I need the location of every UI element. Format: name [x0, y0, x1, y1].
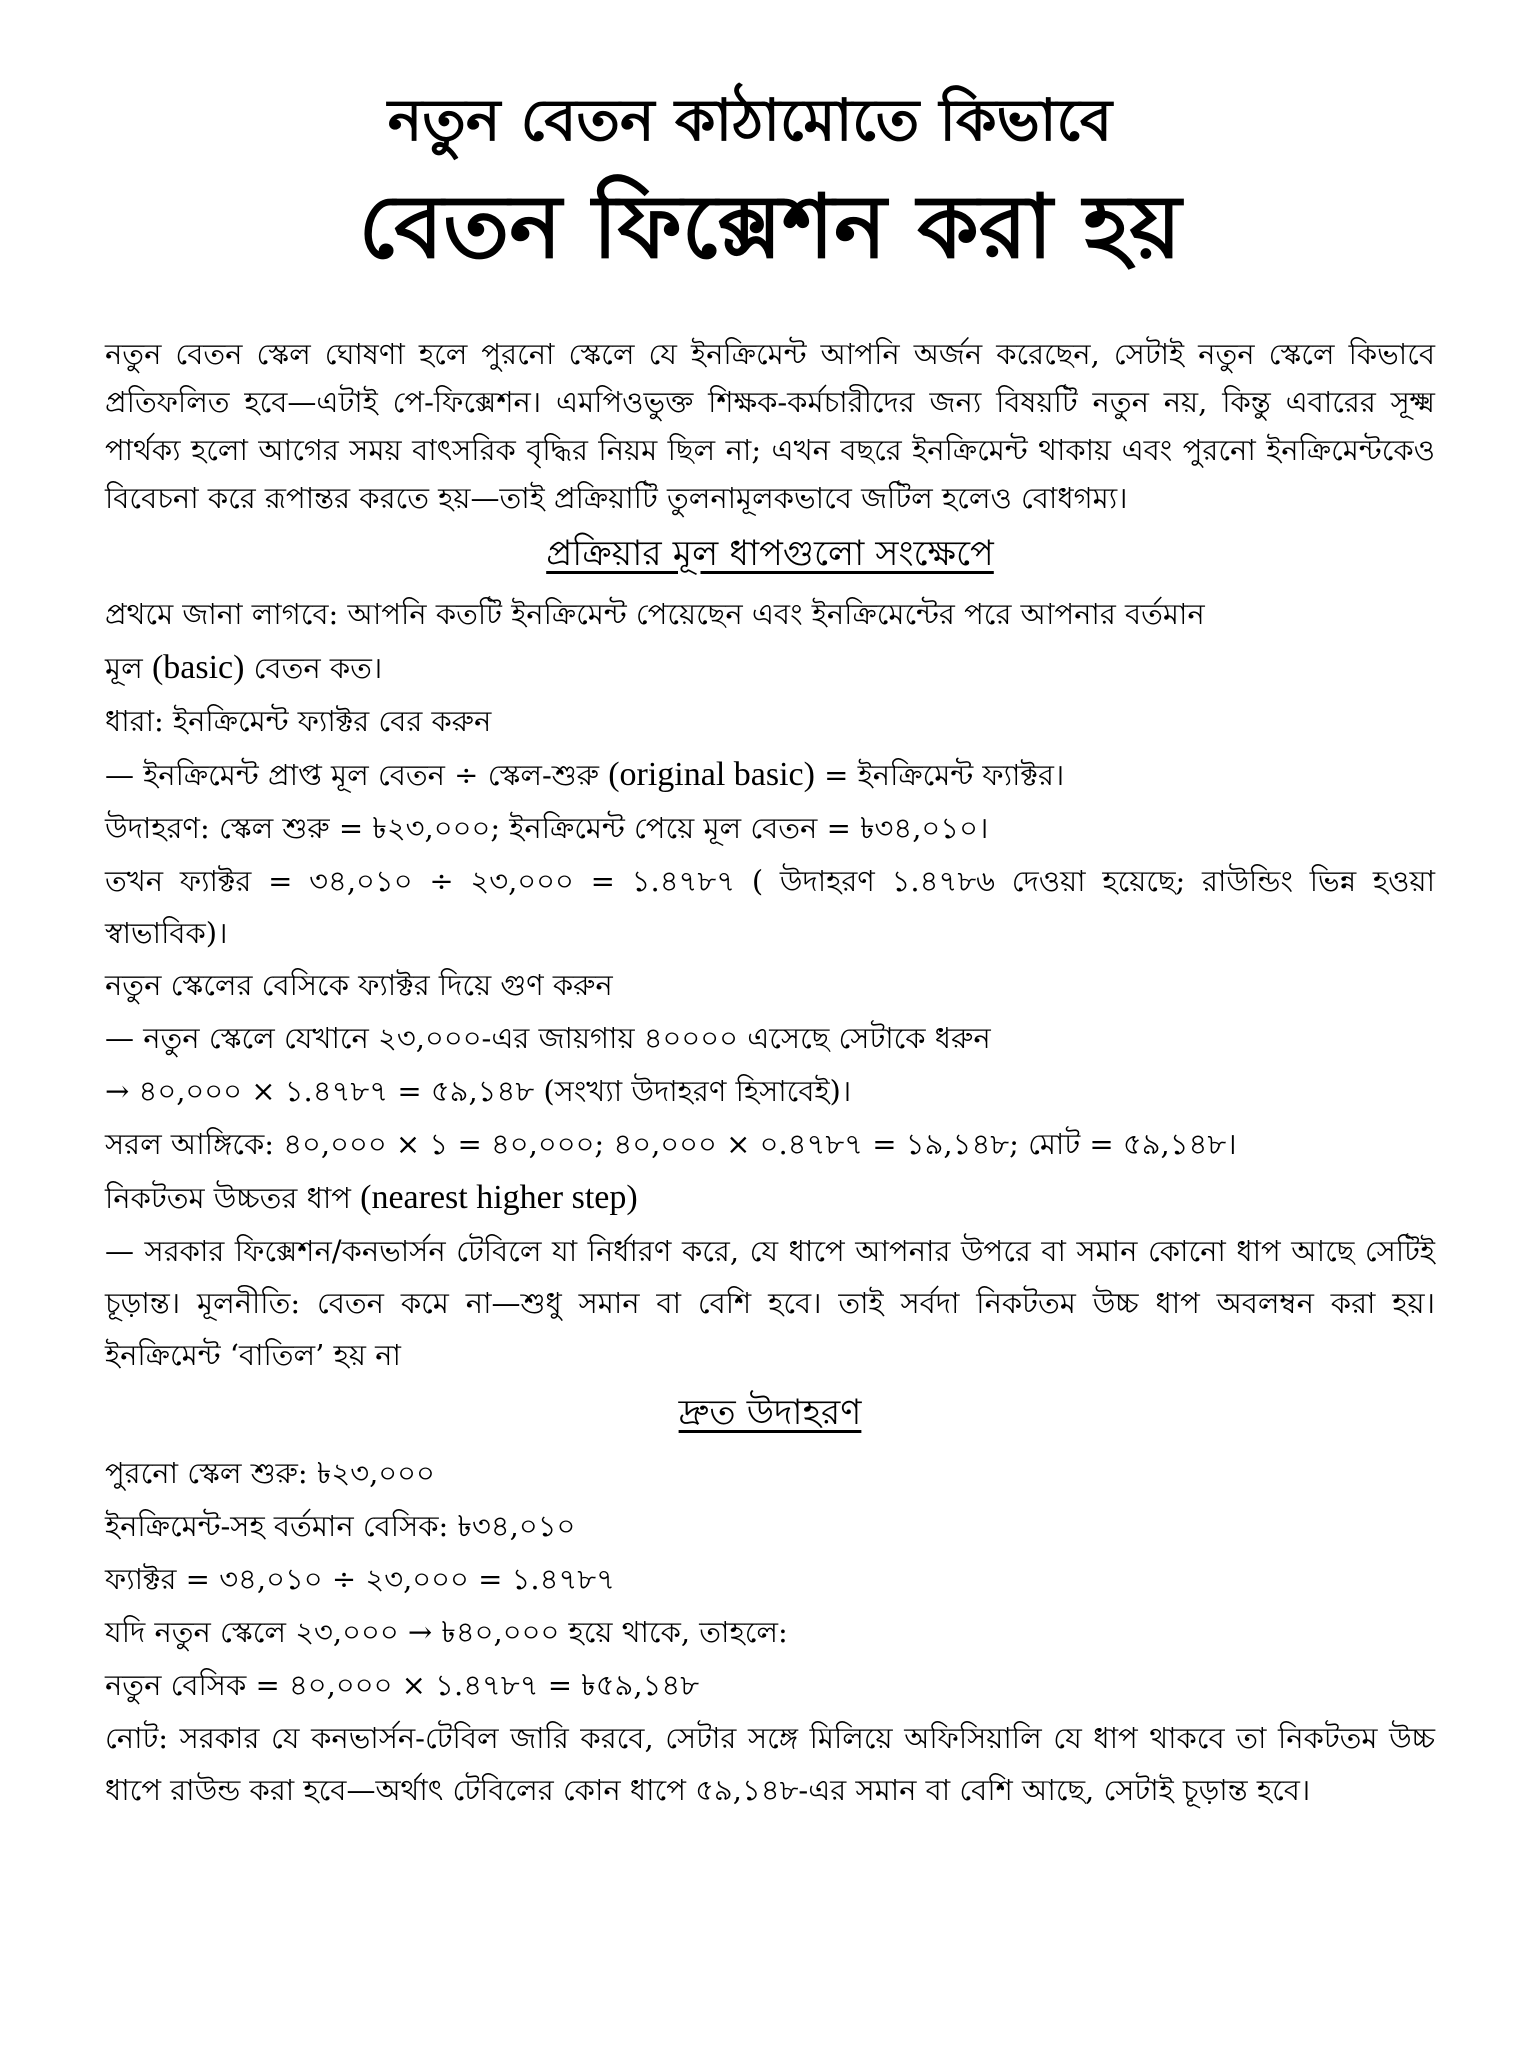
factor-formula: [105, 748, 1435, 802]
nearest-paragraph: — সরকার ফিক্সেশন/কনভার্সন টেবিলে যা নির্ধারণ করে, যে ধাপে আপনার উপরে বা সমান কোনো ধাপ আছে সেটিই চূড়ান্ত। মূলনীতি: বেতন কমে না—শুধু সমান বা বেশি হবে। তাই সর্বদা নিকটতম উচ্চ ধাপ অবলম্বন করা হয়। ইনক্রিমেন্ট ‘বাতিল’ হয় না: [105, 1234, 1435, 1372]
factor-formula-b: = ইনক্রিমেন্ট ফ্যাক্টর।: [814, 758, 1065, 792]
first-step-line-1: প্রথমে জানা লাগবে: আপনি কতটি ইনক্রিমেন্ট পেয়েছেন এবং ইনক্রিমেন্টের পরে আপনার বর্তমান: [105, 597, 1205, 631]
first-step-text-a: মূল: [105, 651, 152, 685]
multiply-heading: নতুন স্কেলের বেসিকে ফ্যাক্টর দিয়ে গুণ করুন: [105, 968, 613, 1002]
title-line-2: বেতন ফিক্সেশন করা হয়: [358, 174, 1182, 278]
simple-line: সরল আঙ্গিকে: ৪০,০০০ × ১ = ৪০,০০০; ৪০,০০০ × ০.৪৭৮৭ = ১৯,১৪৮; মোট = ৫৯,১৪৮।: [105, 1127, 1237, 1161]
document-page: [105, 80, 1435, 1816]
multiply-line-1: — নতুন স্কেলে যেখানে ২৩,০০০-এর জায়গায় ৪০০০০ এসেছে সেটাকে ধরুন: [105, 1021, 991, 1055]
factor-formula-latin: (original basic): [608, 756, 815, 793]
factor-formula-a: — ইনক্রিমেন্ট প্রাপ্ত মূল বেতন ÷ স্কেল-শুরু: [105, 758, 609, 792]
example-line: উদাহরণ: স্কেল শুরু = ৳২৩,০০০; ইনক্রিমেন্ট পেয়ে মূল বেতন = ৳৩৪,০১০।: [105, 811, 989, 845]
note-paragraph: নোট: সরকার যে কনভার্সন-টেবিল জারি করবে, সেটার সঙ্গে মিলিয়ে অফিসিয়ালি যে ধাপ থাকবে তা নিকটতম উচ্চ ধাপে রাউন্ড করা হবে—অর্থাৎ টেবিলের কোন ধাপে ৫৯,১৪৮-এর সমান বা বেশি আছে, সেটাই চূড়ান্ত হবে।: [105, 1721, 1435, 1807]
new-basic-line: নতুন বেসিক = ৪০,০০০ × ১.৪৭৮৭ = ৳৫৯,১৪৮: [105, 1668, 700, 1702]
nearest-latin: (nearest higher step): [360, 1179, 638, 1216]
then-factor-line: তখন ফ্যাক্টর = ৩৪,০১০ ÷ ২৩,০০০ = ১.৪৭৮৭ ( উদাহরণ ১.৪৭৮৬ দেওয়া হয়েছে; রাউন্ডিং ভিন্ন হওয়া স্বাভাবিক)।: [105, 864, 1435, 950]
intro-paragraph: নতুন বেতন স্কেল ঘোষণা হলে পুরনো স্কেলে যে ইনক্রিমেন্ট আপনি অর্জন করেছেন, সেটাই নতুন স্কেলে কিভাবে প্রতিফলিত হবে—এটাই পে-ফিক্সেশন। এমপিওভুক্ত শিক্ষক-কর্মচারীদের জন্য বিষয়টি নতুন নয়, কিন্তু এবারের সূক্ষ্ম পার্থক্য হলো আগের সময় বাৎসরিক বৃদ্ধির নিয়ম ছিল না; এখন বছরে ইনক্রিমেন্ট থাকায় এবং পুরনো ইনক্রিমেন্টকেও বিবেচনা করে রূপান্তর করতে হয়—তাই প্রক্রিয়াটি তুলনামূলকভাবে জটিল হলেও বোধগম্য।: [105, 337, 1435, 515]
current-basic-line: ইনক্রিমেন্ট-সহ বর্তমান বেসিক: ৳৩৪,০১০: [105, 1509, 576, 1543]
if-new-scale-line: যদি নতুন স্কেলে ২৩,০০০ → ৳৪০,০০০ হয়ে থাকে, তাহলে:: [105, 1615, 788, 1649]
old-scale-line: পুরনো স্কেল শুরু: ৳২৩,০০০: [105, 1456, 435, 1490]
quick-factor-line: ফ্যাক্টর = ৩৪,০১০ ÷ ২৩,০০০ = ১.৪৭৮৭: [105, 1562, 615, 1596]
steps-heading: প্রক্রিয়ার মূল ধাপগুলো সংক্ষেপে: [546, 534, 994, 574]
first-step-latin: (basic): [151, 649, 245, 686]
nearest-text-a: নিকটতম উচ্চতর ধাপ: [105, 1181, 361, 1215]
nearest-heading: [105, 1171, 1435, 1225]
title-line-1: নতুন বেতন কাঠামোতে কিভাবে: [387, 86, 1113, 154]
quick-example-heading: দ্রুত উদাহরণ: [678, 1393, 862, 1433]
first-step-text-b: বেতন কত।: [244, 651, 383, 685]
first-step-line-2: [105, 641, 1435, 695]
factor-heading: ধারা: ইনক্রিমেন্ট ফ্যাক্টর বের করুন: [105, 704, 492, 738]
multiply-line-2: → ৪০,০০০ × ১.৪৭৮৭ = ৫৯,১৪৮ (সংখ্যা উদাহরণ হিসাবেই)।: [105, 1074, 852, 1108]
